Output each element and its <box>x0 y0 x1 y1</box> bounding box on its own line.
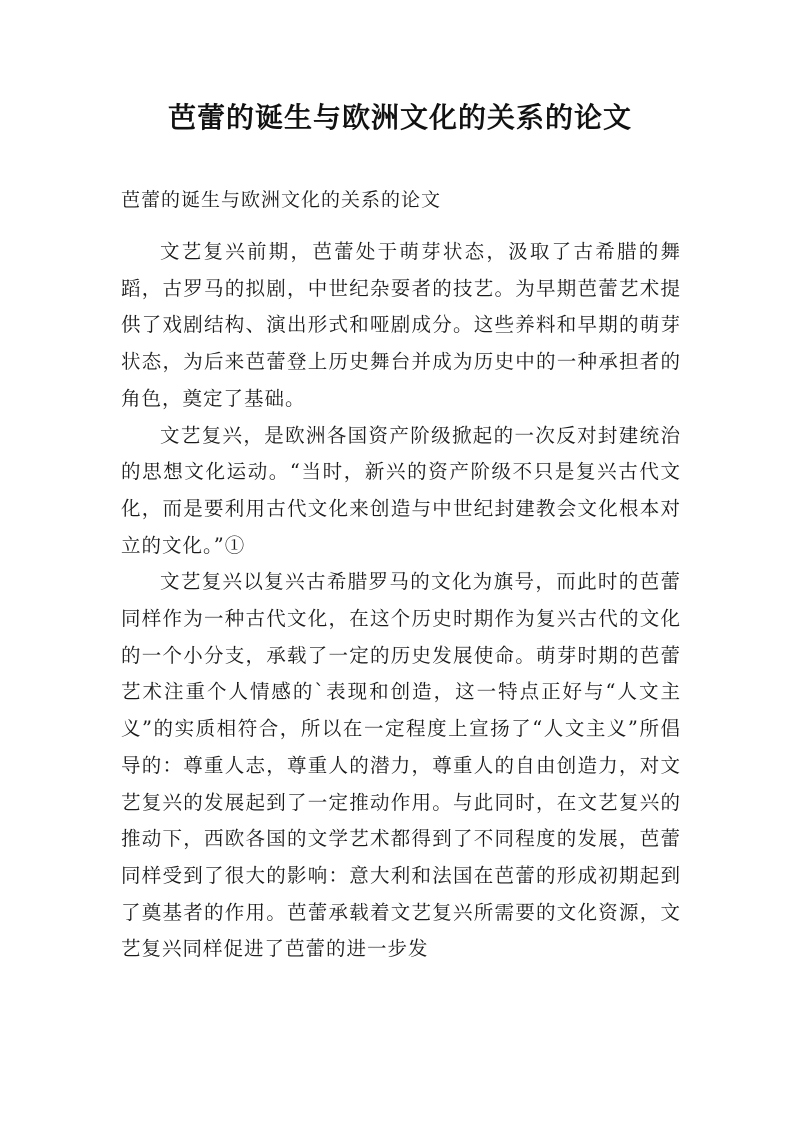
paragraph-3: 文艺复兴以复兴古希腊罗马的文化为旗号，而此时的芭蕾同样作为一种古代文化，在这个历史时期作为复兴古代的文化的一个小分支，承载了一定的历史发展使命。萌芽时期的芭蕾艺术注重个人情感的`表现和创造，这一特点正好与“人文主义”的实质相符合，所以在一定程度上宣扬了“人文主义”所倡导的：尊重人志，尊重人的潜力，尊重人的自由创造力，对文艺复兴的发展起到了一定推动作用。与此同时，在文艺复兴的推动下，西欧各国的文学艺术都得到了不同程度的发展，芭蕾同样受到了很大的影响：意大利和法国在芭蕾的形成初期起到了奠基者的作用。芭蕾承载着文艺复兴所需要的文化资源，文艺复兴同样促进了芭蕾的进一步发 <box>121 570 681 961</box>
paragraph-1: 文艺复兴前期，芭蕾处于萌芽状态，汲取了古希腊的舞蹈，古罗马的拟剧，中世纪杂耍者的技艺。为早期芭蕾艺术提供了戏剧结构、演出形式和哑剧成分。这些养料和早期的萌芽状态，为后来芭蕾登上历史舞台并成为历史中的一种承担者的角色，奠定了基础。 <box>121 240 681 410</box>
document-subtitle: 芭蕾的诞生与欧洲文化的关系的论文 <box>121 189 442 211</box>
paragraph-2: 文艺复兴，是欧洲各国资产阶级掀起的一次反对封建统治的思想文化运动。“当时，新兴的资产阶级不只是复兴古代文化，而是要利用古代文化来创造与中世纪封建教会文化根本对立的文化。”① <box>121 423 681 557</box>
document-body <box>121 234 681 968</box>
document-title: 芭蕾的诞生与欧洲文化的关系的论文 <box>167 101 632 134</box>
